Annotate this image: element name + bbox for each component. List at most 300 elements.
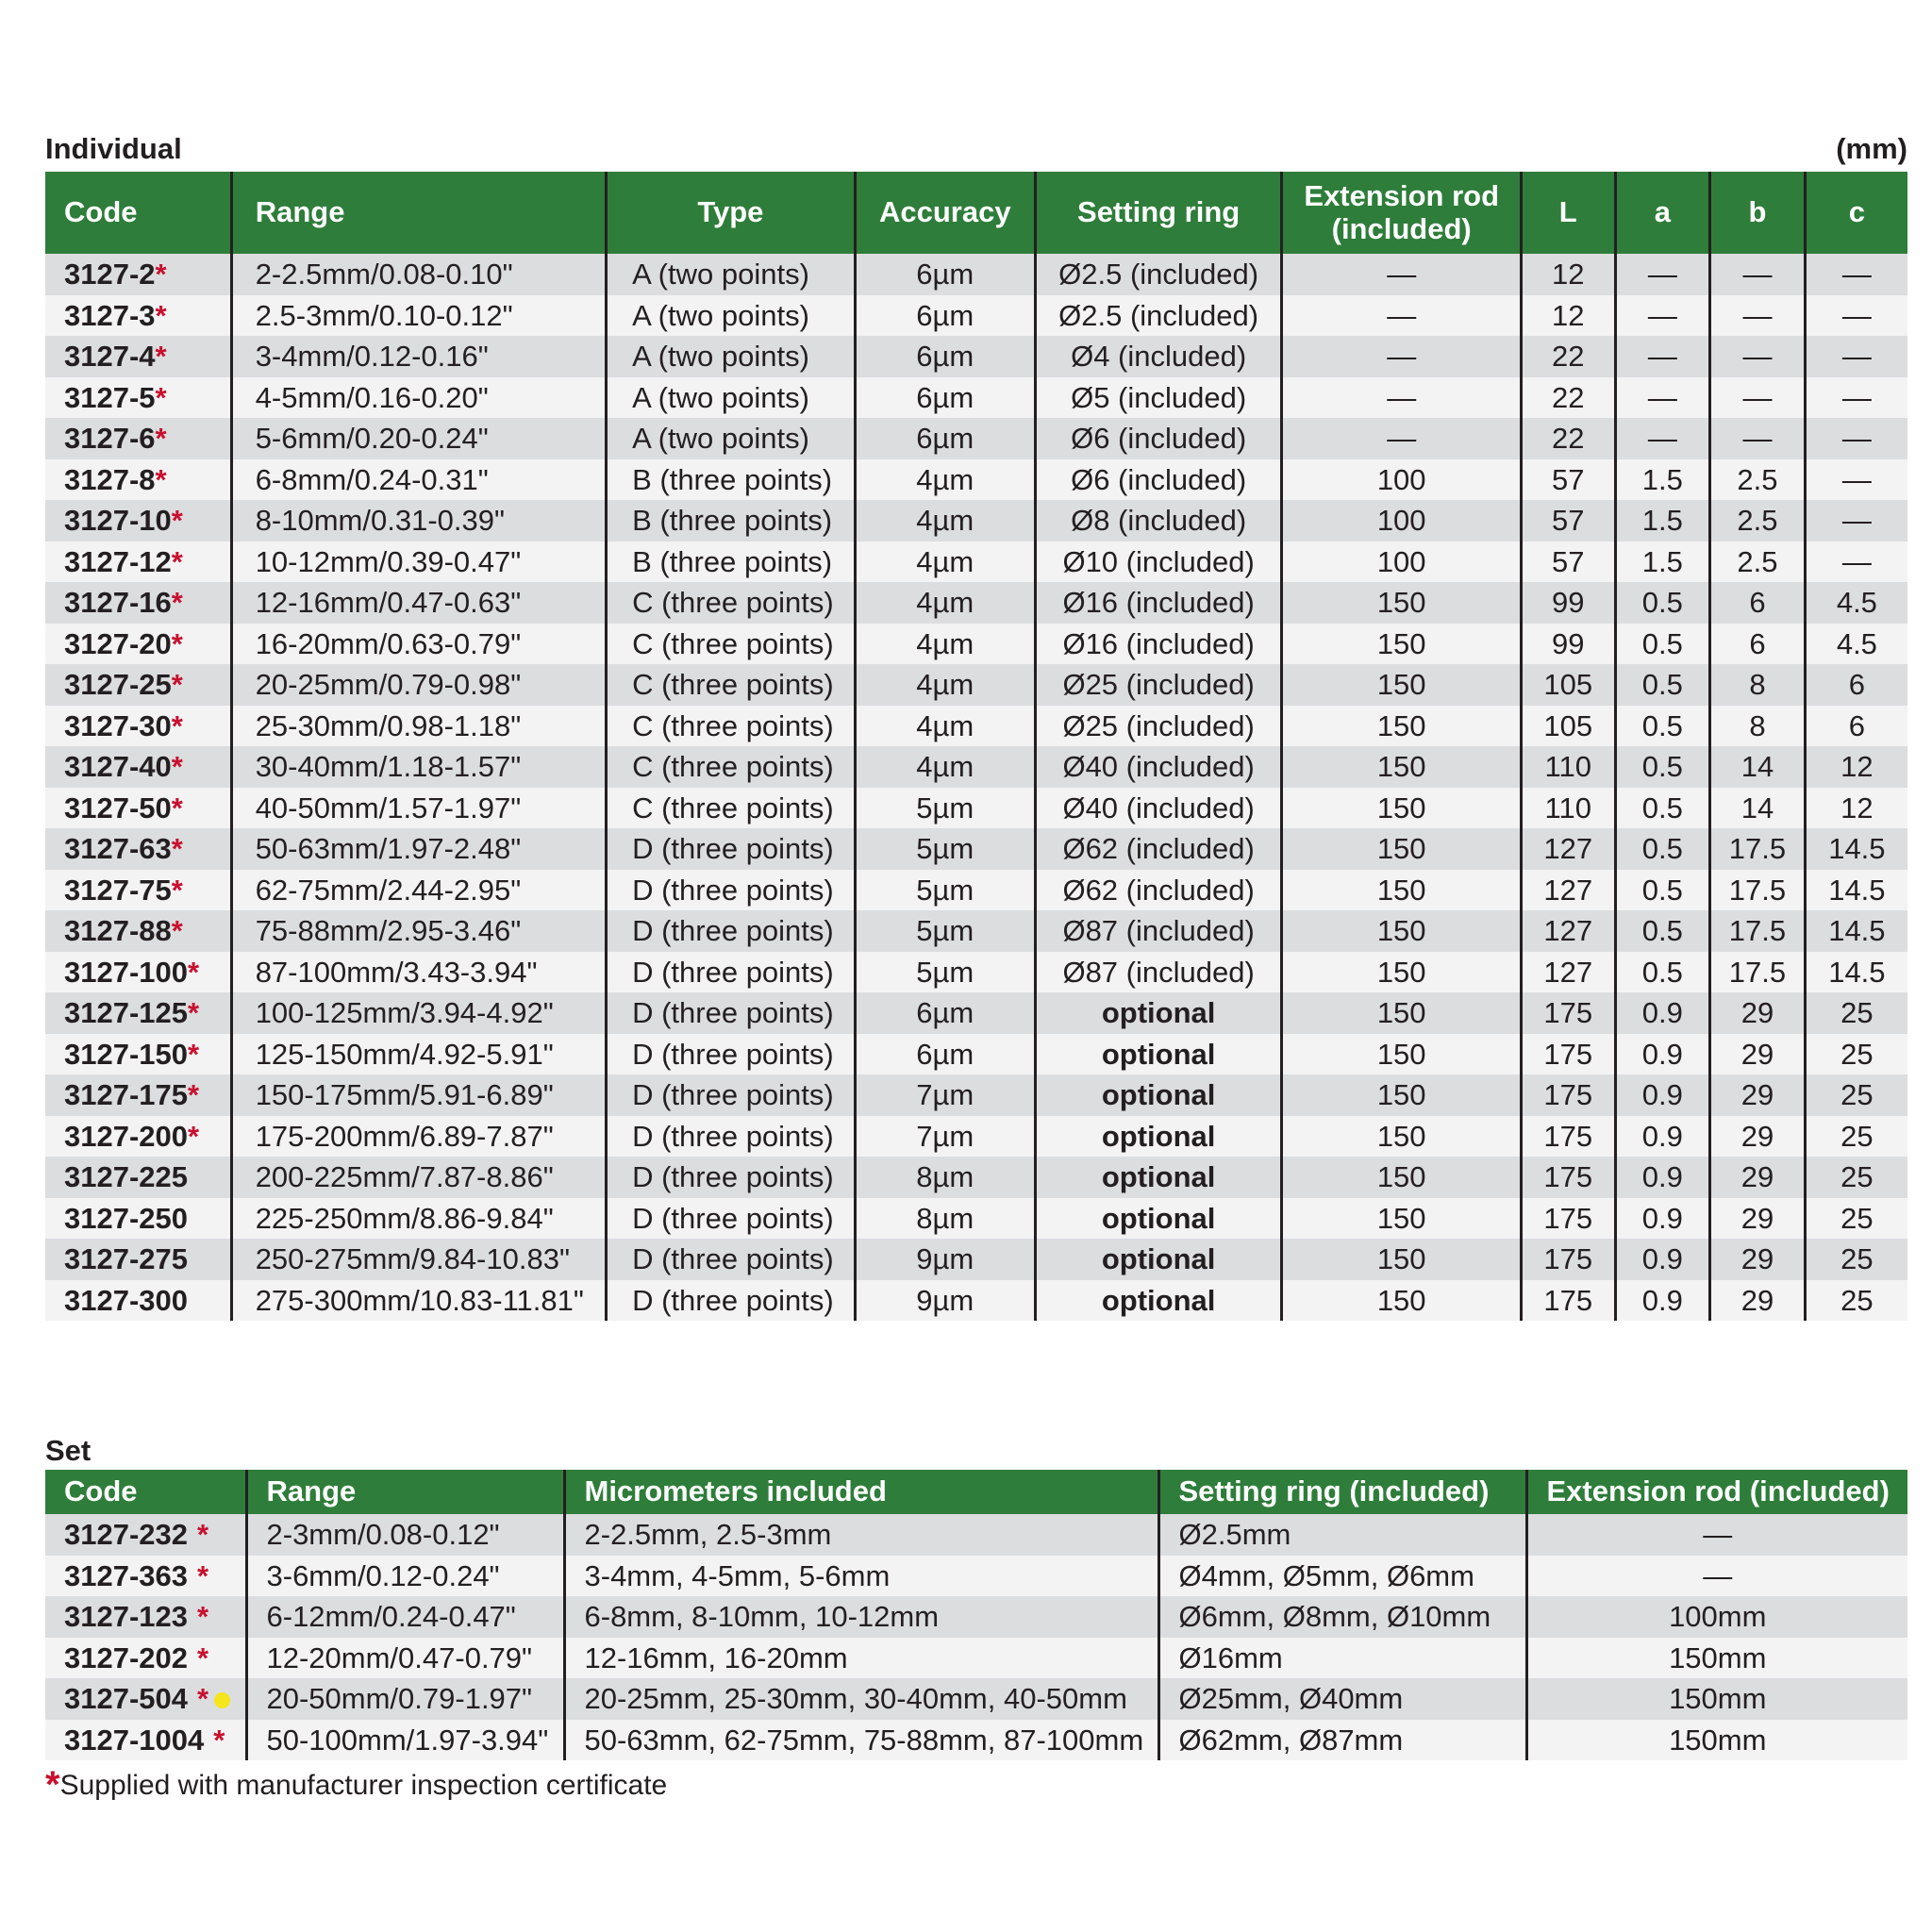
cell-code xyxy=(45,992,231,1034)
cell-l: 175 xyxy=(1521,1280,1615,1322)
cell-range: 16-20mm/0.63-0.79" xyxy=(231,624,606,665)
cell-code xyxy=(45,788,231,829)
code-text: 3127-225 xyxy=(64,1160,189,1193)
table-row xyxy=(45,706,1907,747)
table-row xyxy=(45,624,1907,665)
cell-code xyxy=(45,418,231,459)
cell-type: D (three points) xyxy=(607,1074,856,1116)
cell-code xyxy=(45,1514,246,1556)
cell-a: 1.5 xyxy=(1615,500,1710,541)
cell-c: 6 xyxy=(1805,706,1907,747)
cell-a: 0.9 xyxy=(1615,1116,1710,1158)
cell-accuracy: 6µm xyxy=(855,295,1035,337)
cell-b: 29 xyxy=(1710,1198,1806,1240)
cell-extension-rod: 150mm xyxy=(1526,1678,1907,1720)
cell-l: 57 xyxy=(1521,500,1615,541)
cell-micrometers: 2-2.5mm, 2.5-3mm xyxy=(564,1514,1158,1556)
cell-c: 14.5 xyxy=(1805,870,1907,911)
cell-b: 6 xyxy=(1710,582,1806,624)
code-text: 3127-250 xyxy=(64,1201,189,1235)
table-row xyxy=(45,377,1907,419)
cell-type: D (three points) xyxy=(607,910,856,952)
cell-c: 25 xyxy=(1805,1157,1907,1198)
table-row xyxy=(45,1157,1907,1198)
cell-a: 0.9 xyxy=(1615,1198,1710,1240)
cell-accuracy: 9µm xyxy=(855,1239,1035,1280)
cell-accuracy: 6µm xyxy=(855,418,1035,459)
table-row xyxy=(45,664,1907,706)
cell-type: D (three points) xyxy=(607,1116,856,1158)
cell-type: A (two points) xyxy=(607,418,856,459)
cell-extension-rod: 150 xyxy=(1282,952,1522,993)
cell-l: 175 xyxy=(1521,1157,1615,1198)
cell-c: 14.5 xyxy=(1805,952,1907,993)
certificate-star: * xyxy=(197,1641,209,1674)
cell-range: 3-6mm/0.12-0.24" xyxy=(246,1556,564,1597)
cell-extension-rod: 150 xyxy=(1282,1074,1522,1116)
cell-range: 12-20mm/0.47-0.79" xyxy=(246,1638,564,1679)
cell-code xyxy=(45,1074,231,1116)
certificate-star: * xyxy=(188,955,200,989)
cell-b: 29 xyxy=(1710,1239,1806,1280)
cell-b: 6 xyxy=(1710,624,1806,665)
cell-accuracy: 4µm xyxy=(855,541,1035,583)
cell-code xyxy=(45,828,231,870)
cell-setting-ring: Ø6mm, Ø8mm, Ø10mm xyxy=(1158,1596,1526,1638)
set-header-row xyxy=(45,1470,1907,1514)
cell-setting-ring: Ø2.5 (included) xyxy=(1035,295,1282,337)
cell-range: 8-10mm/0.31-0.39" xyxy=(231,500,606,541)
cell-b: — xyxy=(1710,418,1806,459)
certificate-star: * xyxy=(171,750,183,783)
cell-extension-rod: 150 xyxy=(1282,1198,1522,1240)
cell-range: 40-50mm/1.57-1.97" xyxy=(231,788,606,829)
cell-l: 110 xyxy=(1521,788,1615,829)
cell-extension-rod: 100mm xyxy=(1526,1596,1907,1638)
cell-a: 0.5 xyxy=(1615,582,1710,624)
cell-l: 175 xyxy=(1521,1198,1615,1240)
cell-setting-ring: optional xyxy=(1035,1239,1282,1280)
cell-extension-rod: 150 xyxy=(1282,1157,1522,1198)
set-header-setting-ring: Setting ring (included) xyxy=(1158,1470,1526,1514)
cell-code xyxy=(45,1198,231,1240)
cell-a: 0.5 xyxy=(1615,706,1710,747)
cell-range: 2-2.5mm/0.08-0.10" xyxy=(231,254,606,295)
table-row xyxy=(45,1074,1907,1116)
code-text: 3127-150 xyxy=(64,1037,189,1071)
cell-extension-rod: — xyxy=(1526,1514,1907,1556)
cell-type: D (three points) xyxy=(607,952,856,993)
cell-range: 50-100mm/1.97-3.94" xyxy=(246,1720,564,1761)
cell-b: 2.5 xyxy=(1710,541,1806,583)
cell-type: D (three points) xyxy=(607,1157,856,1198)
cell-setting-ring: optional xyxy=(1035,1034,1282,1075)
code-text: 3127-6 xyxy=(64,422,156,455)
set-table xyxy=(45,1470,1907,1760)
cell-setting-ring: Ø25 (included) xyxy=(1035,664,1282,706)
code-text: 3127-363 xyxy=(64,1558,189,1592)
cell-b: 17.5 xyxy=(1710,910,1806,952)
cell-c: — xyxy=(1805,500,1907,541)
code-text: 3127-16 xyxy=(64,586,172,619)
cell-accuracy: 4µm xyxy=(855,664,1035,706)
cell-c: 25 xyxy=(1805,1116,1907,1158)
cell-type: D (three points) xyxy=(607,828,856,870)
certificate-star: * xyxy=(171,791,183,824)
cell-c: — xyxy=(1805,254,1907,295)
cell-type: D (three points) xyxy=(607,870,856,911)
cell-code xyxy=(45,706,231,747)
cell-extension-rod: 150 xyxy=(1282,1239,1522,1280)
cell-l: 105 xyxy=(1521,664,1615,706)
cell-code xyxy=(45,336,231,377)
certificate-star: * xyxy=(213,1723,225,1757)
cell-l: 22 xyxy=(1521,336,1615,377)
table-row xyxy=(45,828,1907,870)
cell-type: B (three points) xyxy=(607,459,856,501)
certificate-star: * xyxy=(171,668,183,701)
cell-type: D (three points) xyxy=(607,992,856,1034)
cell-accuracy: 9µm xyxy=(855,1280,1035,1322)
cell-accuracy: 4µm xyxy=(855,624,1035,665)
cell-l: 12 xyxy=(1521,295,1615,337)
cell-accuracy: 4µm xyxy=(855,459,1035,501)
footnote-star: * xyxy=(45,1764,60,1806)
cell-micrometers: 20-25mm, 25-30mm, 30-40mm, 40-50mm xyxy=(564,1678,1158,1720)
footnote xyxy=(45,1764,668,1812)
code-text: 3127-30 xyxy=(64,708,172,742)
cell-range: 50-63mm/1.97-2.48" xyxy=(231,828,606,870)
cell-code xyxy=(45,1034,231,1075)
table-row xyxy=(45,1596,1907,1638)
certificate-star: * xyxy=(155,380,167,414)
code-text: 3127-123 xyxy=(64,1600,189,1633)
cell-a: 0.9 xyxy=(1615,1280,1710,1322)
code-text: 3127-3 xyxy=(64,298,156,332)
certificate-star: * xyxy=(155,340,167,373)
cell-l: 127 xyxy=(1521,910,1615,952)
set-header-code: Code xyxy=(45,1470,246,1514)
table-row xyxy=(45,1638,1907,1679)
cell-c: 14.5 xyxy=(1805,828,1907,870)
table-row xyxy=(45,992,1907,1034)
cell-code xyxy=(45,377,231,419)
cell-b: 2.5 xyxy=(1710,459,1806,501)
cell-c: 25 xyxy=(1805,1074,1907,1116)
cell-a: 0.9 xyxy=(1615,1239,1710,1280)
cell-extension-rod: 150 xyxy=(1282,624,1522,665)
cell-a: 1.5 xyxy=(1615,541,1710,583)
code-text: 3127-63 xyxy=(64,832,172,865)
cell-type: C (three points) xyxy=(607,746,856,788)
cell-code xyxy=(45,1720,246,1761)
cell-c: — xyxy=(1805,295,1907,337)
cell-c: — xyxy=(1805,541,1907,583)
table-row xyxy=(45,746,1907,788)
cell-extension-rod: 100 xyxy=(1282,500,1522,541)
code-text: 3127-232 xyxy=(64,1518,189,1551)
cell-b: 14 xyxy=(1710,746,1806,788)
cell-range: 20-50mm/0.79-1.97" xyxy=(246,1678,564,1720)
cell-extension-rod: 150 xyxy=(1282,788,1522,829)
certificate-star: * xyxy=(188,1078,200,1111)
cell-code xyxy=(45,870,231,911)
cell-accuracy: 5µm xyxy=(855,788,1035,829)
code-text: 3127-40 xyxy=(64,750,172,783)
cell-range: 10-12mm/0.39-0.47" xyxy=(231,541,606,583)
table-row xyxy=(45,582,1907,624)
cell-c: 12 xyxy=(1805,746,1907,788)
cell-accuracy: 8µm xyxy=(855,1198,1035,1240)
cell-a: 0.9 xyxy=(1615,992,1710,1034)
table-row xyxy=(45,1720,1907,1761)
cell-code xyxy=(45,1678,246,1720)
cell-code xyxy=(45,952,231,993)
cell-b: 17.5 xyxy=(1710,828,1806,870)
cell-a: 0.5 xyxy=(1615,624,1710,665)
cell-setting-ring: Ø87 (included) xyxy=(1035,910,1282,952)
cell-setting-ring: Ø4 (included) xyxy=(1035,336,1282,377)
cell-l: 127 xyxy=(1521,828,1615,870)
cell-a: — xyxy=(1615,418,1710,459)
cell-code xyxy=(45,295,231,337)
cell-c: — xyxy=(1805,418,1907,459)
cell-a: 0.9 xyxy=(1615,1157,1710,1198)
cell-code xyxy=(45,1638,246,1679)
cell-l: 99 xyxy=(1521,624,1615,665)
cell-range: 6-8mm/0.24-0.31" xyxy=(231,459,606,501)
cell-code xyxy=(45,910,231,952)
cell-setting-ring: Ø2.5 (included) xyxy=(1035,254,1282,295)
table-row xyxy=(45,295,1907,337)
cell-setting-ring: Ø6 (included) xyxy=(1035,459,1282,501)
unit-label: (mm) xyxy=(1836,132,1907,165)
footnote-text: Supplied with manufacturer inspection certificate xyxy=(59,1770,668,1801)
table-row xyxy=(45,1514,1907,1556)
cell-accuracy: 6µm xyxy=(855,1034,1035,1075)
cell-l: 175 xyxy=(1521,1034,1615,1075)
cell-b: — xyxy=(1710,295,1806,337)
cell-c: 25 xyxy=(1805,1239,1907,1280)
code-text: 3127-1004 xyxy=(64,1723,205,1757)
cell-accuracy: 4µm xyxy=(855,706,1035,747)
cell-setting-ring: Ø6 (included) xyxy=(1035,418,1282,459)
certificate-star: * xyxy=(188,1119,200,1153)
code-text: 3127-75 xyxy=(64,873,172,907)
cell-accuracy: 5µm xyxy=(855,870,1035,911)
cell-extension-rod: — xyxy=(1282,254,1522,295)
cell-a: 0.5 xyxy=(1615,746,1710,788)
cell-range: 150-175mm/5.91-6.89" xyxy=(231,1074,606,1116)
cell-l: 175 xyxy=(1521,1074,1615,1116)
cell-l: 99 xyxy=(1521,582,1615,624)
set-section-title: Set xyxy=(45,1434,92,1467)
cell-code xyxy=(45,746,231,788)
header-range: Range xyxy=(231,172,606,254)
cell-setting-ring: optional xyxy=(1035,1116,1282,1158)
cell-c: 25 xyxy=(1805,1034,1907,1075)
cell-code xyxy=(45,664,231,706)
code-text: 3127-20 xyxy=(64,626,172,660)
set-table-body xyxy=(45,1514,1907,1760)
cell-type: B (three points) xyxy=(607,500,856,541)
table-row xyxy=(45,459,1907,501)
cell-range: 62-75mm/2.44-2.95" xyxy=(231,870,606,911)
cell-a: 0.5 xyxy=(1615,910,1710,952)
cell-code xyxy=(45,1239,231,1280)
cell-extension-rod: — xyxy=(1282,336,1522,377)
cell-extension-rod: 150 xyxy=(1282,706,1522,747)
cell-setting-ring: optional xyxy=(1035,1280,1282,1322)
cell-a: 0.9 xyxy=(1615,1074,1710,1116)
individual-header-row xyxy=(45,172,1907,254)
cell-accuracy: 5µm xyxy=(855,910,1035,952)
cell-l: 12 xyxy=(1521,254,1615,295)
table-row xyxy=(45,500,1907,541)
cell-a: 0.9 xyxy=(1615,1034,1710,1075)
cell-accuracy: 6µm xyxy=(855,377,1035,419)
cell-type: D (three points) xyxy=(607,1034,856,1075)
certificate-star: * xyxy=(155,258,167,291)
cell-range: 4-5mm/0.16-0.20" xyxy=(231,377,606,419)
cell-accuracy: 7µm xyxy=(855,1074,1035,1116)
code-text: 3127-25 xyxy=(64,668,172,701)
cell-range: 175-200mm/6.89-7.87" xyxy=(231,1116,606,1158)
cell-type: C (three points) xyxy=(607,706,856,747)
certificate-star: * xyxy=(171,832,183,865)
cell-l: 57 xyxy=(1521,541,1615,583)
cell-range: 20-25mm/0.79-0.98" xyxy=(231,664,606,706)
certificate-star: * xyxy=(155,422,167,455)
highlight-dot-icon xyxy=(214,1692,230,1708)
code-text: 3127-4 xyxy=(64,340,156,373)
cell-b: 29 xyxy=(1710,1074,1806,1116)
cell-type: D (three points) xyxy=(607,1280,856,1322)
cell-code xyxy=(45,541,231,583)
set-header-extension-rod: Extension rod (included) xyxy=(1526,1470,1907,1514)
cell-type: C (three points) xyxy=(607,624,856,665)
table-row xyxy=(45,1116,1907,1158)
header-c: c xyxy=(1805,172,1907,254)
cell-range: 100-125mm/3.94-4.92" xyxy=(231,992,606,1034)
header-setting-ring: Setting ring xyxy=(1035,172,1282,254)
cell-setting-ring: Ø4mm, Ø5mm, Ø6mm xyxy=(1158,1556,1526,1597)
cell-extension-rod: 150 xyxy=(1282,992,1522,1034)
cell-l: 110 xyxy=(1521,746,1615,788)
cell-c: 4.5 xyxy=(1805,582,1907,624)
table-row xyxy=(45,952,1907,993)
cell-l: 57 xyxy=(1521,459,1615,501)
cell-setting-ring: Ø2.5mm xyxy=(1158,1514,1526,1556)
table-row xyxy=(45,541,1907,583)
cell-type: A (two points) xyxy=(607,254,856,295)
cell-range: 25-30mm/0.98-1.18" xyxy=(231,706,606,747)
cell-code xyxy=(45,1157,231,1198)
cell-accuracy: 6µm xyxy=(855,336,1035,377)
cell-extension-rod: 150 xyxy=(1282,1280,1522,1322)
table-row xyxy=(45,1034,1907,1075)
header-accuracy: Accuracy xyxy=(855,172,1035,254)
cell-range: 225-250mm/8.86-9.84" xyxy=(231,1198,606,1240)
certificate-star: * xyxy=(171,708,183,742)
code-text: 3127-12 xyxy=(64,544,172,578)
cell-range: 6-12mm/0.24-0.47" xyxy=(246,1596,564,1638)
cell-range: 5-6mm/0.20-0.24" xyxy=(231,418,606,459)
cell-accuracy: 5µm xyxy=(855,952,1035,993)
certificate-star: * xyxy=(197,1682,209,1715)
certificate-star: * xyxy=(197,1600,209,1633)
table-row xyxy=(45,1239,1907,1280)
cell-code xyxy=(45,624,231,665)
cell-code xyxy=(45,459,231,501)
cell-c: — xyxy=(1805,336,1907,377)
certificate-star: * xyxy=(171,914,183,947)
header-a: a xyxy=(1615,172,1710,254)
cell-extension-rod: 150 xyxy=(1282,828,1522,870)
cell-a: 1.5 xyxy=(1615,459,1710,501)
cell-accuracy: 7µm xyxy=(855,1116,1035,1158)
cell-b: 2.5 xyxy=(1710,500,1806,541)
cell-accuracy: 4µm xyxy=(855,746,1035,788)
cell-type: A (two points) xyxy=(607,377,856,419)
set-header-micrometers: Micrometers included xyxy=(564,1470,1158,1514)
cell-setting-ring: Ø8 (included) xyxy=(1035,500,1282,541)
code-text: 3127-88 xyxy=(64,914,172,947)
cell-accuracy: 4µm xyxy=(855,582,1035,624)
code-text: 3127-10 xyxy=(64,504,172,537)
cell-l: 22 xyxy=(1521,418,1615,459)
code-text: 3127-100 xyxy=(64,955,189,989)
individual-section-title: Individual xyxy=(45,132,182,165)
cell-l: 127 xyxy=(1521,952,1615,993)
cell-c: 25 xyxy=(1805,992,1907,1034)
cell-a: 0.5 xyxy=(1615,664,1710,706)
cell-micrometers: 50-63mm, 62-75mm, 75-88mm, 87-100mm xyxy=(564,1720,1158,1761)
cell-range: 87-100mm/3.43-3.94" xyxy=(231,952,606,993)
cell-b: 8 xyxy=(1710,664,1806,706)
cell-extension-rod: 150mm xyxy=(1526,1638,1907,1679)
cell-setting-ring: Ø16mm xyxy=(1158,1638,1526,1679)
code-text: 3127-300 xyxy=(64,1283,189,1317)
cell-c: — xyxy=(1805,377,1907,419)
cell-a: 0.5 xyxy=(1615,870,1710,911)
table-row xyxy=(45,870,1907,911)
table-row xyxy=(45,788,1907,829)
cell-setting-ring: Ø40 (included) xyxy=(1035,746,1282,788)
certificate-star: * xyxy=(171,626,183,660)
cell-accuracy: 8µm xyxy=(855,1157,1035,1198)
cell-extension-rod: 150 xyxy=(1282,910,1522,952)
cell-setting-ring: Ø10 (included) xyxy=(1035,541,1282,583)
cell-setting-ring: Ø25 (included) xyxy=(1035,706,1282,747)
cell-code xyxy=(45,1596,246,1638)
certificate-star: * xyxy=(188,1037,200,1071)
cell-a: 0.5 xyxy=(1615,788,1710,829)
cell-range: 275-300mm/10.83-11.81" xyxy=(231,1280,606,1322)
header-code: Code xyxy=(45,172,231,254)
cell-c: 4.5 xyxy=(1805,624,1907,665)
cell-range: 30-40mm/1.18-1.57" xyxy=(231,746,606,788)
code-text: 3127-175 xyxy=(64,1078,189,1111)
cell-b: — xyxy=(1710,377,1806,419)
cell-extension-rod: — xyxy=(1282,418,1522,459)
cell-extension-rod: 100 xyxy=(1282,541,1522,583)
cell-c: 6 xyxy=(1805,664,1907,706)
cell-setting-ring: Ø62 (included) xyxy=(1035,828,1282,870)
cell-extension-rod: 150 xyxy=(1282,664,1522,706)
cell-code xyxy=(45,1556,246,1597)
cell-range: 250-275mm/9.84-10.83" xyxy=(231,1239,606,1280)
